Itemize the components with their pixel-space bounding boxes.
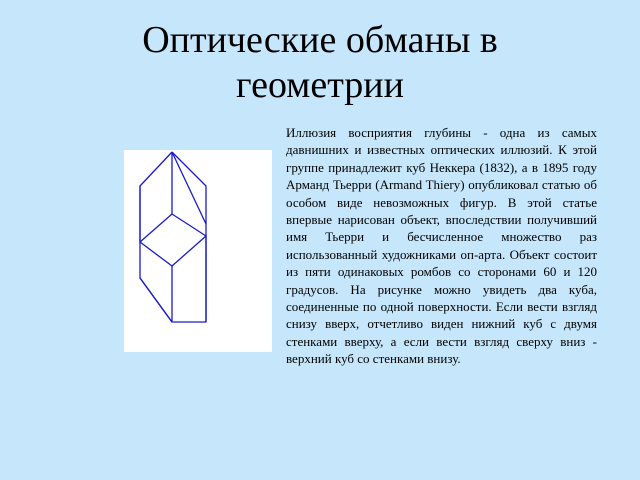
- thiery-figure-panel: [124, 150, 272, 352]
- slide-title-line-2: геометрии: [236, 64, 404, 106]
- figure-bottom-left-edge: [140, 278, 172, 322]
- slide-title-line-1: Оптические обманы в: [142, 19, 498, 61]
- thiery-figure: [124, 150, 272, 352]
- figure-outer-outline: [140, 152, 206, 322]
- slide-body-text: Иллюзия восприятия глубины - одна из самых давнишних и известных оптических иллюзий. К этой группе принадлежит куб Неккера (1832), а в 1895 году Арманд Тьерри (Armand Thiery) опубликовал статью об особом виде невозможных фигур. В этой статье впервые нарисован объект, впоследствии получивший имя Тьерри и бесчисленное множество раз использованный художниками оп-арта. Объект состоит из пяти одинаковых ромбов со сторонами 60 и 120 градусов. На рисунке можно увидеть два куба, соединенные по одной поверхности. Если вести взгляд снизу вверх, отчетливо виден нижний куб с двумя стенками вверху, а если вести взгляд сверху вниз - верхний куб со стенками внизу.: [286, 125, 597, 367]
- slide-title: [0, 18, 640, 108]
- figure-middle-rhombus: [140, 214, 206, 266]
